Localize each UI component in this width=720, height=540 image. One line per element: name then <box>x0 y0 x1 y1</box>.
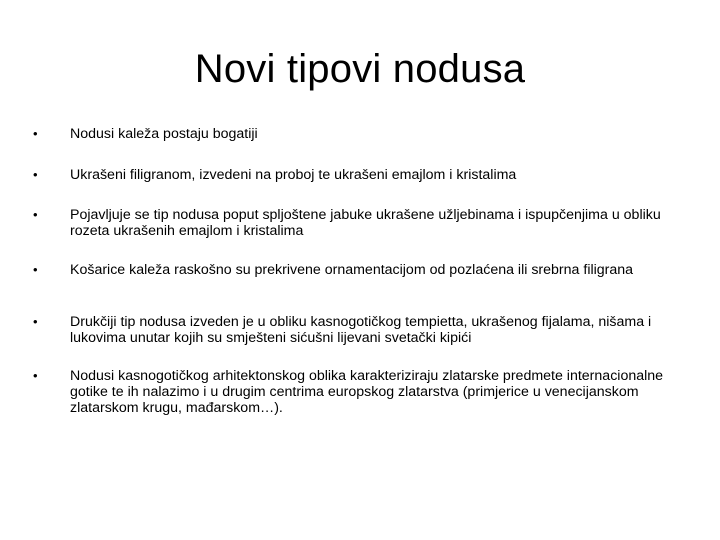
bullet-dot-icon: • <box>33 262 38 277</box>
slide-title: Novi tipovi nodusa <box>194 47 526 91</box>
bullet-dot-icon: • <box>33 368 38 383</box>
bullet-text: Košarice kaleža raskošno su prekrivene ornamentacijom od pozlaćena ili srebrna filigrana <box>70 262 634 278</box>
bullet-text: Drukčiji tip nodusa izveden je u obliku kasnogotičkog tempietta, ukrašenog fijalama, nišama i lukovima unutar kojih su smješteni sićušni lijevani svetački kipići <box>70 314 652 346</box>
bullet-dot-icon: • <box>33 167 38 182</box>
bullet-dot-icon: • <box>33 126 38 141</box>
bullet-text: Pojavljuje se tip nodusa poput spljoštene jabuke ukrašene užljebinama i ispupčenjima u obliku rozeta ukrašenih emajlom i kristalima <box>70 207 661 239</box>
bullet-dot-icon: • <box>33 207 38 222</box>
bullet-text: Nodusi kaleža postaju bogatiji <box>70 126 258 142</box>
bullet-text: Ukrašeni filigranom, izvedeni na proboj te ukrašeni emajlom i kristalima <box>70 167 517 183</box>
bullet-dot-icon: • <box>33 314 38 329</box>
bullet-text: Nodusi kasnogotičkog arhitektonskog oblika karakteriziraju zlatarske predmete internacionalne gotike te ih nalazimo i u drugim centrima europskog zlatarstva (primjerice u venecijanskom zlatarskom krugu, mađarskom…). <box>70 368 664 416</box>
